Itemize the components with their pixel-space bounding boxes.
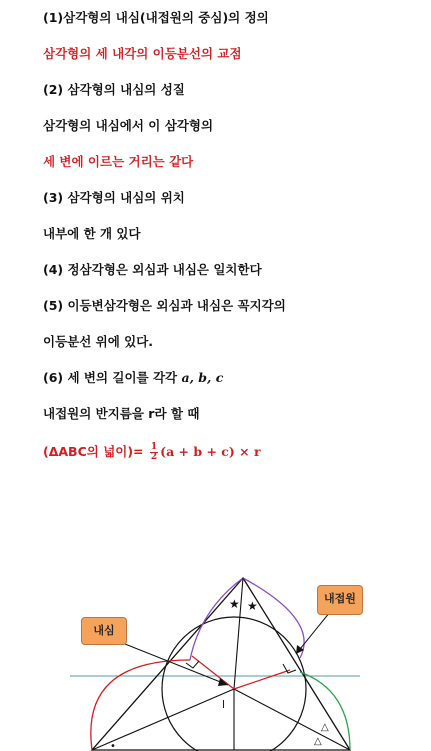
red-arc [91,660,190,750]
fraction-numerator: 1 [150,442,158,452]
right-angle-mark-left [186,661,199,668]
callout-incenter: 내심 [81,617,127,645]
star-mark-left: ★ [229,597,240,611]
callout-incircle: 내접원 [317,585,363,615]
bisector-right [234,689,350,750]
radius-left [192,656,234,689]
line-10: 이등분선 위에 있다. [43,334,154,349]
fraction-denominator: 2 [150,452,158,462]
line-3: (2) 삼각형의 내심의 성질 [43,82,185,97]
line-1: (1)삼각형의 내심(내접원의 중심)의 정의 [43,10,269,25]
dot-mark: • [110,741,116,751]
triangle-mark-upper: △ [321,722,329,733]
line-4: 삼각형의 내심에서 이 삼각형의 [43,118,214,133]
triangle-mark-lower: △ [314,736,322,747]
star-mark-right: ★ [247,599,258,613]
line-9: (5) 이등변삼각형은 외심과 내심은 꼭지각의 [43,298,286,313]
radius-right [234,670,290,689]
arrow-incircle [296,612,330,654]
area-label: (ΔABC의 넓이)= [43,444,148,459]
line-8: (4) 정삼각형은 외심과 내심은 일치한다 [43,262,262,277]
purple-arc-right [243,578,304,658]
line-13-area-formula [43,443,261,462]
line-7: 내부에 한 개 있다 [43,226,141,241]
line-5-property: 세 변에 이르는 거리는 같다 [43,154,194,169]
line-11-math: a, b, c [181,370,224,385]
radius-label: l [222,698,226,711]
incenter-diagram [0,560,431,751]
area-expression: (a + b + c) × r [160,444,261,459]
triangle-abc [92,578,350,750]
fraction [150,443,158,462]
line-11-text: (6) 세 변의 길이를 각각 [43,370,182,385]
line-2-definition: 삼각형의 세 내각의 이등분선의 교점 [43,46,242,61]
line-11 [43,369,223,387]
bisector-top [234,578,243,689]
line-6: (3) 삼각형의 내심의 위치 [43,190,185,205]
line-12: 내접원의 반지름을 r라 할 때 [43,406,200,421]
arrowhead-incenter [218,678,228,686]
